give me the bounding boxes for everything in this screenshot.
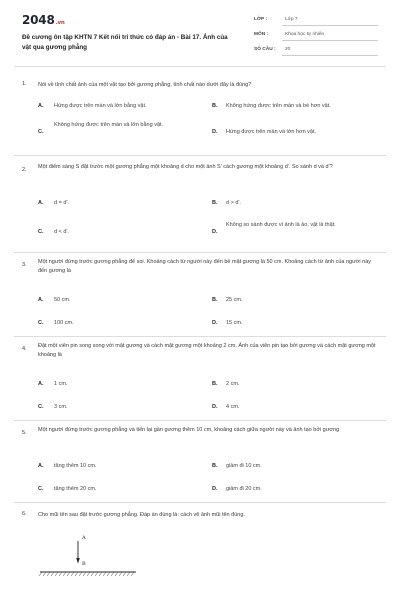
option-letter: D. [212, 229, 218, 235]
option-text[interactable]: 2 cm. [226, 380, 240, 387]
mirror-hatching [39, 572, 134, 576]
hatch-mark [127, 572, 130, 576]
option-letter: C. [38, 486, 44, 492]
option-text[interactable]: d = d'. [54, 199, 69, 206]
hatch-mark [123, 572, 126, 576]
meta-class [254, 15, 378, 26]
option-letter: C. [38, 129, 44, 135]
meta-subject-value: Khoa học tự nhiên [285, 32, 325, 37]
option-text[interactable]: 1 cm. [54, 380, 68, 387]
hatch-mark [47, 572, 50, 576]
option-text[interactable]: 50 cm. [54, 296, 71, 303]
meta-count-label: SỐ CÂU : [254, 47, 276, 52]
option-letter: B. [212, 463, 218, 469]
point-a-label: A [82, 535, 86, 541]
option-text[interactable]: 15 cm. [226, 319, 243, 326]
option-text[interactable]: tăng thêm 10 cm. [54, 462, 97, 469]
hatch-mark [115, 572, 118, 576]
option-text[interactable]: Hứng được trên màn và lớn bằng vật. [54, 102, 147, 109]
hatch-mark [63, 572, 66, 576]
hatch-mark [87, 572, 90, 576]
option-letter: D. [212, 404, 218, 410]
hatch-mark [131, 572, 134, 576]
meta-rule [282, 40, 378, 41]
question-divider [14, 155, 386, 156]
hatch-mark [95, 572, 98, 576]
option-text[interactable]: 25 cm. [226, 296, 243, 303]
option-letter: B. [212, 297, 218, 303]
question-text: Đặt một viên pin song song với mặt gương và cách mặt gương một khoảng 2 cm. Ảnh của viên pin tạo bởi gương và cách mặt gương một khoảng là [38, 343, 376, 358]
question-divider [14, 420, 386, 421]
hatch-mark [103, 572, 106, 576]
question-text: Một điểm sáng S đặt trước một gương phẳng một khoảng d cho một ảnh S' cách gương một khoảng d'. So sánh d và d'? [38, 164, 333, 170]
question-text: Nói về tính chất ảnh của một vật tạo bởi gương phẳng, tính chất nào dưới đây là đúng? [38, 82, 252, 88]
option-letter: C. [38, 404, 44, 410]
option-letter: D. [212, 486, 218, 492]
option-text[interactable]: Không hứng được trên màn và lớn bằng vật. [54, 122, 164, 128]
option-text[interactable]: tăng thêm 20 cm. [54, 485, 97, 492]
question-number: 5. [22, 430, 27, 436]
arrow-mirror-figure [38, 530, 138, 580]
hatch-mark [51, 572, 54, 576]
question-divider [14, 336, 386, 337]
point-b-label: B [82, 561, 86, 567]
option-text[interactable]: 4 cm. [226, 403, 240, 410]
option-text[interactable]: Không so sánh được vì ảnh là ảo, vật là thật. [226, 222, 336, 228]
option-letter: D. [212, 320, 218, 326]
question-number: 6. [22, 511, 27, 517]
arrow-mirror-diagram [38, 530, 138, 580]
option-letter: A. [38, 381, 44, 387]
hatch-mark [39, 572, 42, 576]
question-text: Một người đứng trước gương phẳng và tiến lại gần gương thêm 10 cm, khoảng cách giữa người này và ảnh tạo bởi gương [38, 427, 340, 433]
question-divider [14, 252, 386, 253]
hatch-mark [111, 572, 114, 576]
page-title: Đề cương ôn tập KHTN 7 Kết nối tri thức có đáp án - Bài 17. Ảnh của vật qua gương phẳng [22, 34, 228, 51]
option-letter: B. [212, 381, 218, 387]
option-text[interactable]: d < d'. [54, 228, 69, 235]
logo-text: 2048 [22, 13, 55, 27]
meta-count [254, 45, 378, 56]
hatch-mark [83, 572, 86, 576]
option-letter: A. [38, 463, 44, 469]
arrow-head [76, 558, 80, 564]
option-letter: B. [212, 200, 218, 206]
option-letter: C. [38, 229, 44, 235]
hatch-mark [119, 572, 122, 576]
hatch-mark [71, 572, 74, 576]
hatch-mark [75, 572, 78, 576]
meta-rule [282, 25, 378, 26]
question-number: 3. [22, 262, 27, 268]
question-divider [14, 502, 386, 503]
option-text[interactable]: giảm đi 20 cm. [226, 485, 262, 492]
option-text[interactable]: 3 cm. [54, 403, 68, 410]
hatch-mark [79, 572, 82, 576]
hatch-mark [67, 572, 70, 576]
site-logo[interactable] [22, 13, 65, 27]
meta-subject [254, 30, 378, 41]
meta-class-label: LỚP : [254, 17, 268, 22]
option-text[interactable]: 100 cm. [54, 319, 74, 326]
option-text[interactable]: Hứng được trên màn và lớn hơn vật. [226, 128, 317, 135]
option-text[interactable]: giảm đi 10 cm. [226, 462, 262, 469]
option-letter: A. [38, 103, 44, 109]
option-letter: B. [212, 103, 218, 109]
question-number: 1. [22, 81, 27, 87]
question-number: 4. [22, 346, 27, 352]
meta-rule [282, 55, 378, 56]
question-number: 2. [22, 167, 27, 173]
option-text[interactable]: Không hứng được trên màn và bé hơn vật. [226, 102, 331, 109]
hatch-mark [91, 572, 94, 576]
hatch-mark [107, 572, 110, 576]
question-text: Cho mũi tên sau đặt trước gương phẳng. Đáp án đúng là: cách vẽ ảnh mũi tên đúng. [38, 512, 245, 518]
option-letter: A. [38, 297, 44, 303]
option-text[interactable]: d > d'. [226, 199, 241, 206]
option-letter: C. [38, 320, 44, 326]
hatch-mark [55, 572, 58, 576]
question-text: Một người đứng trước gương phẳng để soi. Khoảng cách từ người này đến bề mặt gương là 50 cm. Khoảng cách từ ảnh của người này đến gương là [38, 259, 372, 274]
logo-suffix: .vn [55, 20, 65, 26]
header-divider [14, 66, 386, 67]
option-letter: D. [212, 129, 218, 135]
hatch-mark [43, 572, 46, 576]
meta-subject-label: MÔN : [254, 32, 269, 37]
meta-class-value: Lớp 7 [285, 17, 298, 22]
meta-count-value: 20 [285, 47, 291, 52]
hatch-mark [99, 572, 102, 576]
hatch-mark [59, 572, 62, 576]
option-letter: A. [38, 200, 44, 206]
